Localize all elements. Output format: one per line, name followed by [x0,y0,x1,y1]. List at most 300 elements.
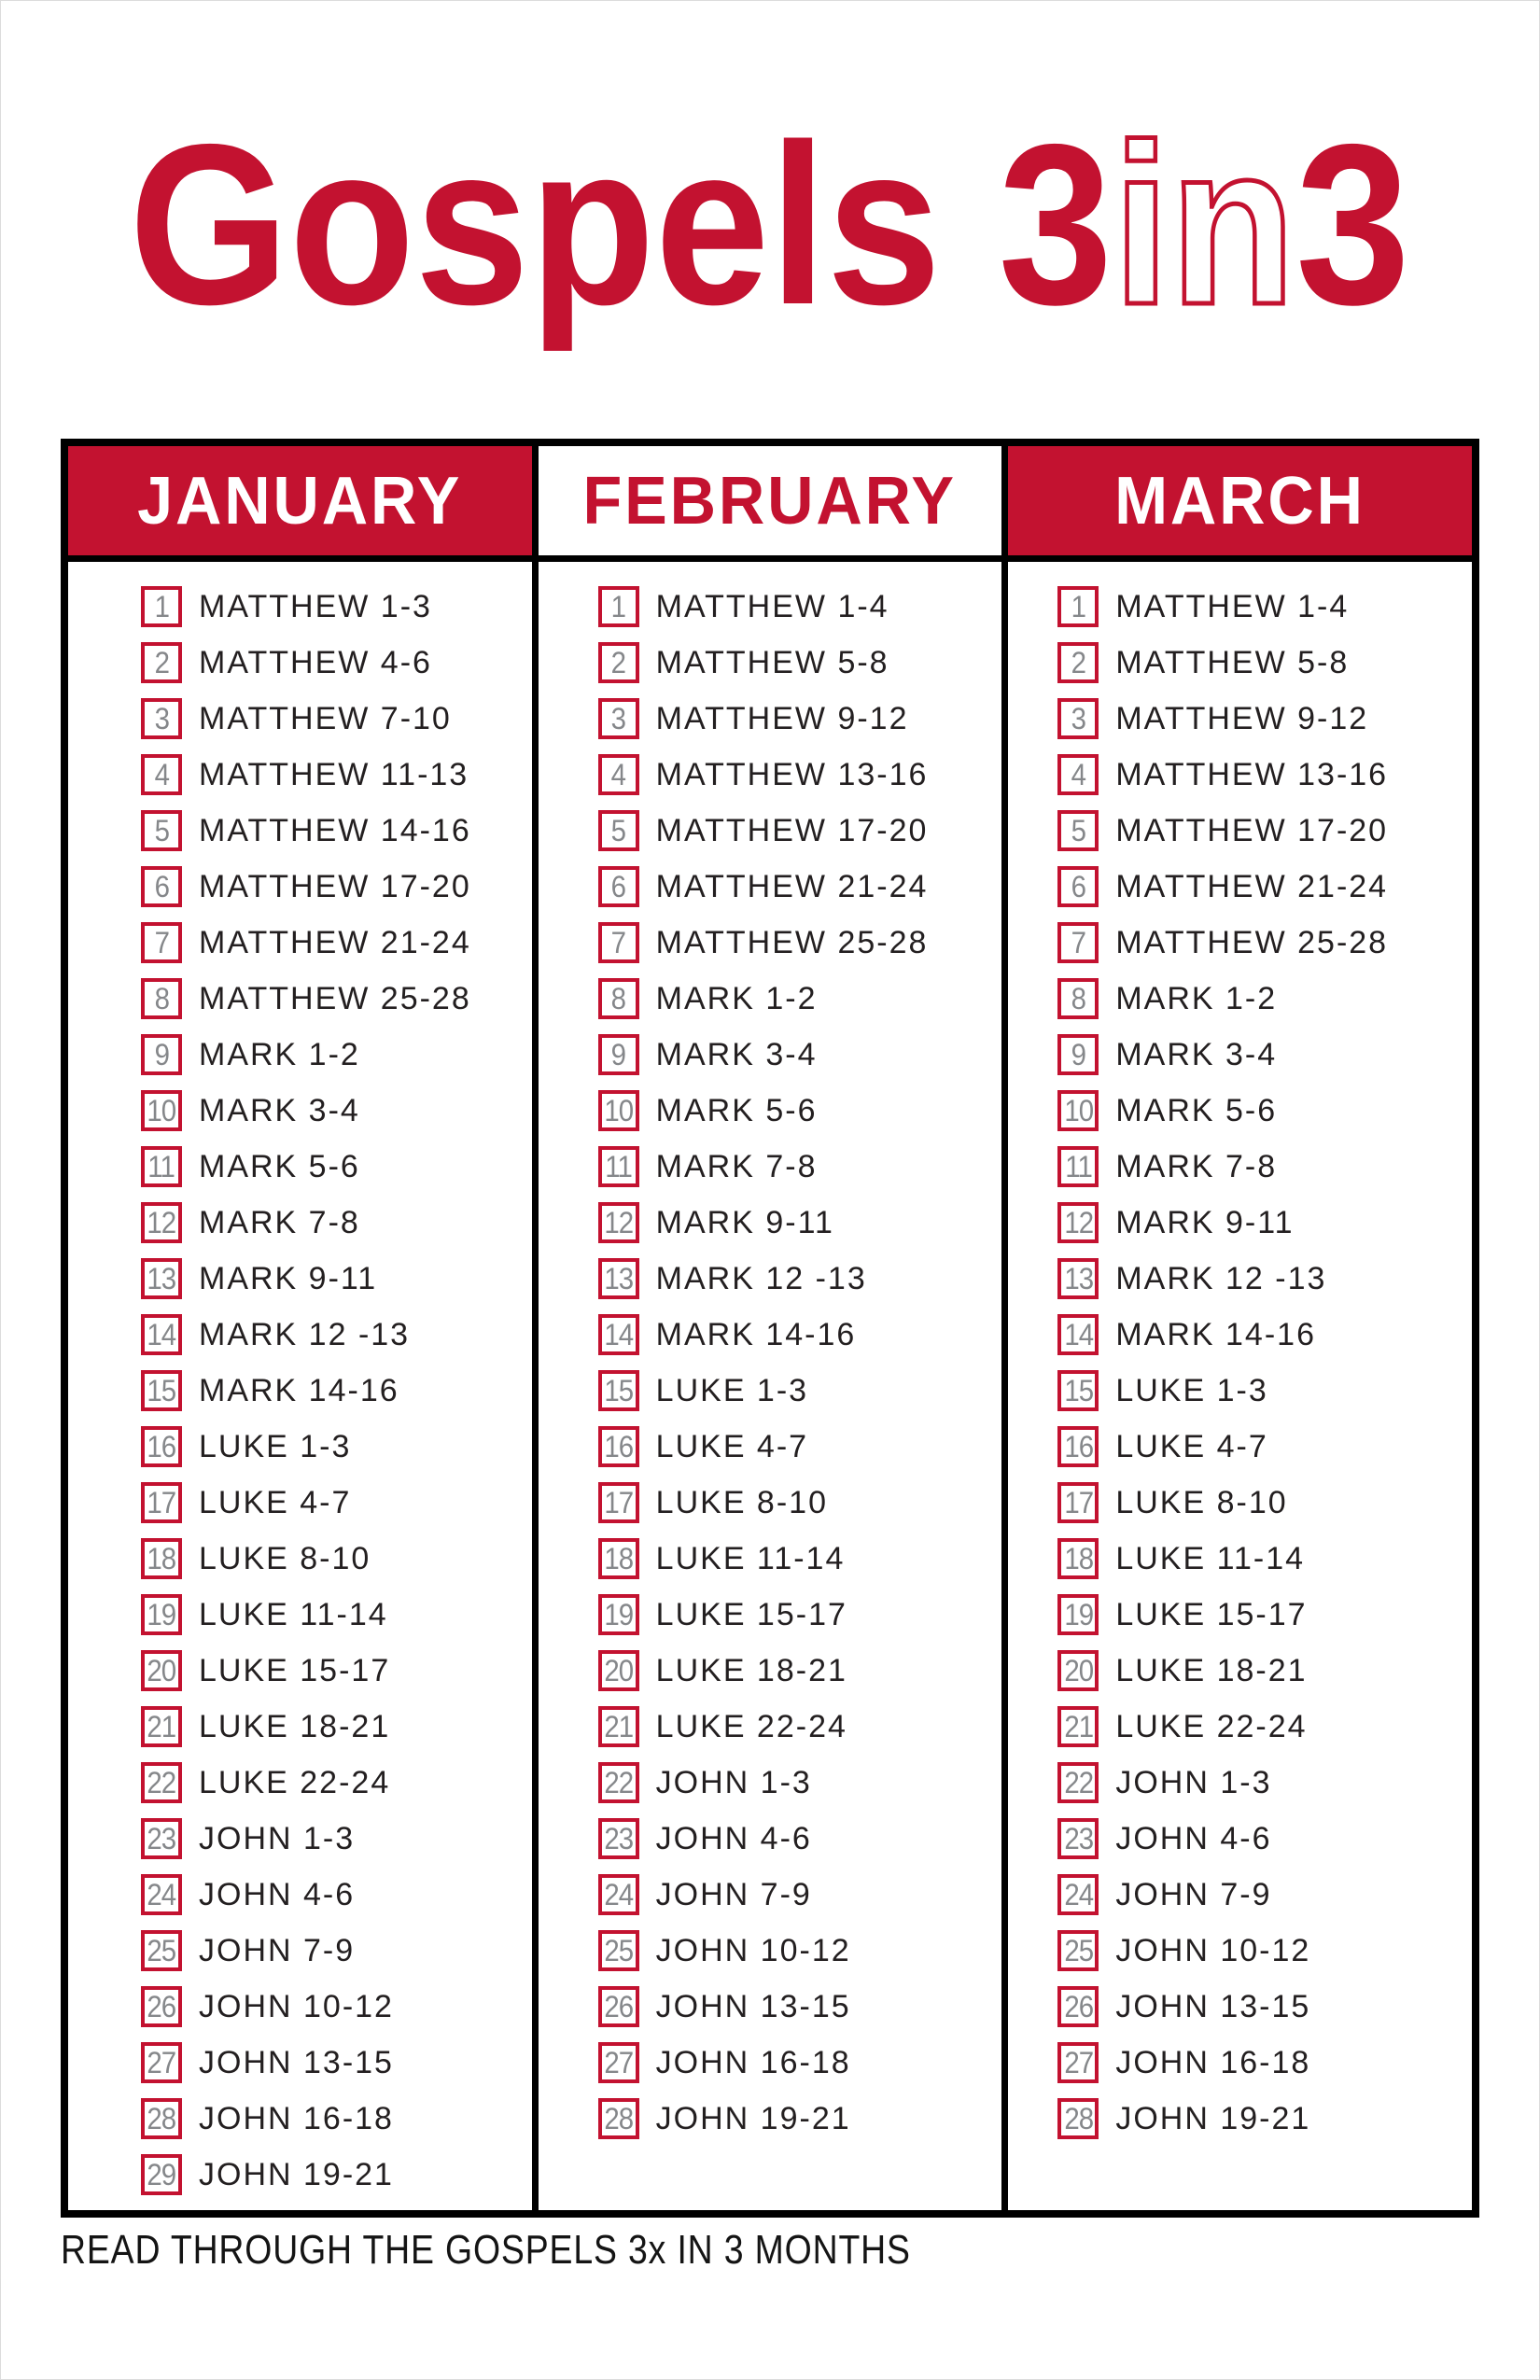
day-reading: MATTHEW 11-13 [199,756,469,792]
day-number: 23 [604,1822,634,1855]
day-row [1057,1146,1472,1187]
day-checkbox[interactable] [598,1314,639,1355]
day-row [598,2042,1002,2083]
day-reading: MATTHEW 17-20 [199,868,471,904]
day-row [141,866,532,907]
day-row [598,1314,1002,1355]
day-checkbox[interactable] [1057,866,1099,907]
day-number: 10 [1063,1094,1093,1127]
day-checkbox[interactable] [1057,922,1099,963]
day-row [598,2098,1002,2139]
day-number: 6 [610,870,626,903]
day-reading: MATTHEW 5-8 [1115,644,1350,680]
day-checkbox[interactable] [598,922,639,963]
day-checkbox[interactable] [141,1258,182,1299]
day-reading: LUKE 1-3 [199,1428,352,1464]
day-reading: LUKE 4-7 [199,1484,352,1520]
day-number: 29 [147,2158,176,2191]
day-row [598,1034,1002,1075]
day-checkbox[interactable] [1057,2042,1099,2083]
day-checkbox[interactable] [1057,1370,1099,1411]
day-number: 6 [154,870,169,903]
day-number: 28 [147,2102,176,2135]
day-checkbox[interactable] [598,2042,639,2083]
day-reading: MATTHEW 5-8 [655,644,889,680]
day-row [1057,642,1472,683]
day-row [1057,754,1472,795]
month-header-january [68,446,532,562]
day-number: 27 [147,2046,176,2079]
day-checkbox[interactable] [598,1370,639,1411]
day-row [1057,698,1472,739]
day-row [598,1370,1002,1411]
day-checkbox[interactable] [141,1650,182,1691]
day-reading: JOHN 13-15 [655,1988,851,2024]
day-row [598,866,1002,907]
day-checkbox[interactable] [598,642,639,683]
day-checkbox[interactable] [598,866,639,907]
day-row [598,754,1002,795]
day-row [141,2098,532,2139]
day-row [1057,1314,1472,1355]
day-number: 7 [1071,926,1086,959]
day-row [1057,1202,1472,1243]
day-number: 15 [147,1374,176,1407]
day-number: 14 [1063,1318,1093,1351]
reading-plan-table [61,439,1479,2218]
day-checkbox[interactable] [598,1818,639,1859]
day-number: 2 [1071,646,1086,679]
day-reading: MATTHEW 17-20 [655,812,929,848]
day-row [141,1034,532,1075]
day-row [141,1650,532,1691]
day-checkbox[interactable] [141,2098,182,2139]
day-checkbox[interactable] [598,1538,639,1579]
day-number: 8 [610,982,626,1015]
day-reading: MATTHEW 21-24 [655,868,929,904]
day-number: 7 [154,926,169,959]
month-column-march [1001,446,1472,2210]
day-checkbox[interactable] [141,1482,182,1523]
day-number: 19 [147,1598,176,1631]
day-reading: MARK 7-8 [655,1148,818,1184]
day-reading: MATTHEW 25-28 [655,924,929,960]
day-number: 9 [610,1038,626,1071]
day-number: 16 [1063,1430,1093,1463]
footer-tagline: READ THROUGH THE GOSPELS 3x IN 3 MONTHS [61,2227,911,2273]
day-number: 9 [1071,1038,1086,1071]
day-checkbox[interactable] [1057,1090,1099,1131]
day-reading: LUKE 8-10 [1115,1484,1288,1520]
day-checkbox[interactable] [141,2154,182,2195]
day-checkbox[interactable] [141,1930,182,1971]
day-number: 2 [154,646,169,679]
title-outline-word: in [1113,96,1296,352]
day-checkbox[interactable] [598,586,639,627]
day-number: 6 [1071,870,1086,903]
day-number: 12 [147,1206,176,1239]
day-row [1057,1762,1472,1803]
day-reading: MARK 14-16 [199,1372,399,1408]
day-row [598,1706,1002,1747]
day-row [598,1258,1002,1299]
day-reading: JOHN 4-6 [1115,1820,1272,1856]
day-row [1057,866,1472,907]
day-reading: MARK 7-8 [1115,1148,1278,1184]
day-row [598,586,1002,627]
day-reading: MARK 5-6 [199,1148,360,1184]
day-number: 12 [604,1206,634,1239]
day-row [598,1930,1002,1971]
day-number: 25 [1063,1934,1093,1967]
day-checkbox[interactable] [598,810,639,851]
day-reading: LUKE 22-24 [199,1764,391,1800]
day-reading: LUKE 15-17 [1115,1596,1308,1632]
day-reading: JOHN 1-3 [655,1764,812,1800]
day-number: 5 [1071,814,1086,847]
day-checkbox[interactable] [598,1986,639,2027]
day-checkbox[interactable] [141,586,182,627]
day-checkbox[interactable] [1057,1930,1099,1971]
day-reading: MATTHEW 9-12 [1115,700,1369,736]
day-number: 16 [147,1430,176,1463]
day-reading: LUKE 18-21 [199,1708,391,1744]
day-reading: JOHN 1-3 [199,1820,356,1856]
day-checkbox[interactable] [598,1930,639,1971]
month-column-february [532,446,1002,2210]
day-reading: LUKE 22-24 [1115,1708,1308,1744]
day-row [598,1986,1002,2027]
day-number: 3 [610,702,626,735]
day-reading: MARK 9-11 [1115,1204,1295,1240]
day-row [141,1090,532,1131]
day-reading: LUKE 11-14 [655,1540,846,1576]
day-number: 18 [604,1542,634,1575]
day-number: 4 [610,758,626,791]
day-checkbox[interactable] [141,1594,182,1635]
day-reading: JOHN 7-9 [199,1932,356,1968]
day-row [598,1762,1002,1803]
day-reading: LUKE 18-21 [1115,1652,1308,1688]
day-row [141,1986,532,2027]
month-header-february [539,446,1002,562]
month-header-label: MARCH [1114,463,1366,539]
day-checkbox[interactable] [1057,810,1099,851]
day-row [598,1650,1002,1691]
day-row [141,1482,532,1523]
day-checkbox[interactable] [141,2042,182,2083]
day-checkbox[interactable] [1057,1034,1099,1075]
day-reading: MARK 9-11 [655,1204,834,1240]
day-number: 18 [1063,1542,1093,1575]
day-checkbox[interactable] [598,2098,639,2139]
day-checkbox[interactable] [141,1034,182,1075]
day-number: 13 [604,1262,634,1295]
day-checkbox[interactable] [1057,642,1099,683]
day-checkbox[interactable] [1057,1146,1099,1187]
day-number: 13 [147,1262,176,1295]
day-row [141,1370,532,1411]
day-number: 10 [604,1094,634,1127]
day-checkbox[interactable] [1057,1594,1099,1635]
title-filled-right: 3 [1295,96,1411,352]
day-number: 8 [1071,982,1086,1015]
day-number: 24 [1063,1878,1093,1911]
month-header-label: JANUARY [137,463,463,539]
day-number: 18 [147,1542,176,1575]
day-number: 20 [147,1654,176,1687]
day-row [1057,1818,1472,1859]
day-checkbox[interactable] [141,866,182,907]
day-number: 20 [1063,1654,1093,1687]
day-row [1057,810,1472,851]
day-checkbox[interactable] [141,922,182,963]
day-checkbox[interactable] [141,1202,182,1243]
day-reading: LUKE 4-7 [655,1428,809,1464]
day-row [598,642,1002,683]
day-checkbox[interactable] [141,1426,182,1467]
day-number: 7 [610,926,626,959]
day-checkbox[interactable] [598,1706,639,1747]
day-reading: JOHN 10-12 [1115,1932,1311,1968]
day-reading: JOHN 16-18 [655,2044,851,2080]
day-row [598,922,1002,963]
day-reading: LUKE 1-3 [655,1372,809,1408]
day-checkbox[interactable] [598,1090,639,1131]
day-checkbox[interactable] [1057,1538,1099,1579]
day-number: 4 [154,758,169,791]
day-number: 17 [1063,1486,1093,1519]
day-checkbox[interactable] [141,1090,182,1131]
day-reading: MARK 14-16 [1115,1316,1316,1352]
day-reading: MARK 7-8 [199,1204,360,1240]
day-number: 1 [154,590,169,623]
day-checkbox[interactable] [141,698,182,739]
day-row [141,1426,532,1467]
day-row [141,642,532,683]
day-checkbox[interactable] [598,1874,639,1915]
day-reading: MARK 3-4 [1115,1036,1278,1072]
month-day-list [539,562,1002,2210]
day-checkbox[interactable] [141,1370,182,1411]
day-row [141,754,532,795]
day-row [141,1818,532,1859]
day-checkbox[interactable] [598,1146,639,1187]
day-checkbox[interactable] [141,754,182,795]
day-number: 21 [604,1710,634,1743]
day-checkbox[interactable] [1057,754,1099,795]
day-reading: MATTHEW 1-4 [655,588,889,624]
day-checkbox[interactable] [598,1482,639,1523]
day-row [141,1258,532,1299]
day-reading: MATTHEW 1-3 [199,588,432,624]
day-row [1057,1538,1472,1579]
day-number: 17 [147,1486,176,1519]
day-reading: LUKE 4-7 [1115,1428,1268,1464]
day-row [1057,1650,1472,1691]
month-day-list [68,562,532,2210]
day-number: 28 [604,2102,634,2135]
day-row [141,1706,532,1747]
day-row [1057,1482,1472,1523]
day-checkbox[interactable] [1057,1202,1099,1243]
day-reading: MARK 12 -13 [655,1260,867,1296]
day-checkbox[interactable] [598,1258,639,1299]
day-reading: MARK 14-16 [655,1316,857,1352]
day-row [141,2154,532,2195]
day-row [1057,1874,1472,1915]
day-number: 24 [604,1878,634,1911]
day-reading: MARK 5-6 [655,1092,818,1128]
day-checkbox[interactable] [141,978,182,1019]
day-row [1057,1706,1472,1747]
day-checkbox[interactable] [141,810,182,851]
day-row [141,1314,532,1355]
day-checkbox[interactable] [141,1706,182,1747]
day-checkbox[interactable] [1057,1314,1099,1355]
day-reading: LUKE 11-14 [1115,1540,1306,1576]
day-reading: MATTHEW 14-16 [199,812,471,848]
day-number: 1 [610,590,626,623]
day-number: 23 [147,1822,176,1855]
day-checkbox[interactable] [598,1426,639,1467]
day-checkbox[interactable] [141,1874,182,1915]
day-number: 2 [610,646,626,679]
day-row [598,698,1002,739]
month-header-march [1008,446,1472,562]
day-row [141,1202,532,1243]
day-checkbox[interactable] [1057,1706,1099,1747]
day-number: 22 [147,1766,176,1799]
day-number: 22 [604,1766,634,1799]
day-row [141,1146,532,1187]
day-checkbox[interactable] [1057,1482,1099,1523]
day-reading: MATTHEW 4-6 [199,644,432,680]
day-checkbox[interactable] [598,1034,639,1075]
day-row [1057,1090,1472,1131]
day-reading: JOHN 13-15 [199,2044,394,2080]
day-number: 14 [147,1318,176,1351]
day-reading: JOHN 4-6 [655,1820,812,1856]
day-number: 12 [1063,1206,1093,1239]
day-number: 5 [610,814,626,847]
day-number: 21 [1063,1710,1093,1743]
day-row [598,1202,1002,1243]
day-reading: LUKE 1-3 [1115,1372,1268,1408]
day-reading: MATTHEW 7-10 [199,700,452,736]
day-row [1057,2042,1472,2083]
day-number: 26 [147,1990,176,2023]
day-number: 9 [154,1038,169,1071]
month-column-january [68,446,532,2210]
day-number: 22 [1063,1766,1093,1799]
day-number: 8 [154,982,169,1015]
day-checkbox[interactable] [141,1314,182,1355]
day-checkbox[interactable] [141,1986,182,2027]
day-checkbox[interactable] [141,1146,182,1187]
day-reading: JOHN 10-12 [199,1988,394,2024]
day-checkbox[interactable] [1057,1258,1099,1299]
day-row [1057,1426,1472,1467]
day-reading: MATTHEW 21-24 [199,924,471,960]
day-number: 25 [604,1934,634,1967]
day-reading: MATTHEW 17-20 [1115,812,1389,848]
day-number: 4 [1071,758,1086,791]
day-reading: JOHN 4-6 [199,1876,356,1912]
day-checkbox[interactable] [598,1594,639,1635]
day-number: 11 [1064,1150,1092,1183]
day-reading: JOHN 19-21 [655,2100,851,2136]
day-checkbox[interactable] [1057,1874,1099,1915]
day-number: 27 [604,2046,634,2079]
month-day-list [1008,562,1472,2210]
day-row [1057,922,1472,963]
day-checkbox[interactable] [1057,1426,1099,1467]
day-row [598,1874,1002,1915]
day-checkbox[interactable] [1057,698,1099,739]
day-checkbox[interactable] [598,1650,639,1691]
day-reading: LUKE 15-17 [199,1652,391,1688]
day-checkbox[interactable] [1057,1986,1099,2027]
day-reading: MARK 1-2 [655,980,818,1016]
day-number: 24 [147,1878,176,1911]
day-reading: MATTHEW 1-4 [1115,588,1350,624]
day-checkbox[interactable] [598,698,639,739]
day-reading: MATTHEW 13-16 [655,756,929,792]
day-checkbox[interactable] [141,1538,182,1579]
day-row [598,978,1002,1019]
day-checkbox[interactable] [598,978,639,1019]
day-reading: MATTHEW 9-12 [655,700,909,736]
day-checkbox[interactable] [1057,978,1099,1019]
day-reading: LUKE 11-14 [199,1596,388,1632]
day-reading: JOHN 7-9 [1115,1876,1272,1912]
day-row [141,1930,532,1971]
day-checkbox[interactable] [598,754,639,795]
day-checkbox[interactable] [141,1762,182,1803]
day-checkbox[interactable] [598,1202,639,1243]
day-row [598,810,1002,851]
day-checkbox[interactable] [598,1762,639,1803]
day-checkbox[interactable] [1057,1818,1099,1859]
day-number: 15 [1063,1374,1093,1407]
day-row [598,1818,1002,1859]
day-checkbox[interactable] [1057,1762,1099,1803]
day-reading: LUKE 8-10 [199,1540,371,1576]
day-number: 26 [1063,1990,1093,2023]
day-reading: LUKE 8-10 [655,1484,828,1520]
day-checkbox[interactable] [141,642,182,683]
day-row [1057,1034,1472,1075]
day-checkbox[interactable] [1057,586,1099,627]
day-checkbox[interactable] [141,1818,182,1859]
day-checkbox[interactable] [1057,2098,1099,2139]
day-checkbox[interactable] [1057,1650,1099,1691]
day-reading: JOHN 19-21 [199,2156,394,2192]
day-number: 20 [604,1654,634,1687]
day-row [141,810,532,851]
day-reading: JOHN 10-12 [655,1932,851,1968]
day-number: 10 [147,1094,176,1127]
day-row [1057,1370,1472,1411]
day-row [141,978,532,1019]
day-number: 13 [1063,1262,1093,1295]
day-reading: JOHN 7-9 [655,1876,812,1912]
day-number: 1 [1071,590,1086,623]
day-row [598,1538,1002,1579]
day-number: 15 [604,1374,634,1407]
day-reading: MATTHEW 25-28 [199,980,471,1016]
